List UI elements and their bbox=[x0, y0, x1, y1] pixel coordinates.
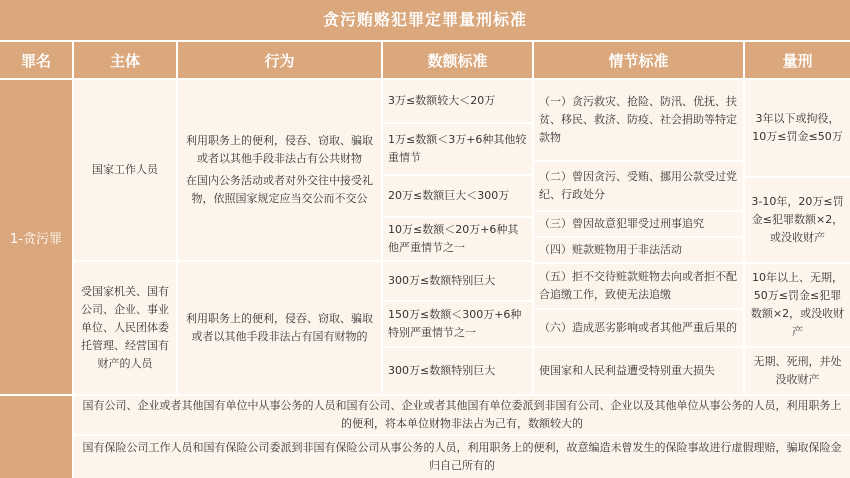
circumstance-cell: （六）造成恶劣影响或者其他严重后果的 bbox=[534, 310, 743, 346]
header-amount: 数额标准 bbox=[383, 42, 532, 78]
behavior-cell: 利用职务上的便利，侵吞、窃取、骗取或者以其他手段非法占有国有财物的 bbox=[178, 262, 381, 394]
amount-cell: 300万≤数额特别巨大 bbox=[383, 262, 532, 300]
amount-cell: 150万≤数额＜300万+6种特别严重情节之一 bbox=[383, 302, 532, 346]
circumstance-cell: （五）拒不交待赃款赃物去向或者拒不配合追缴工作，致使无法追缴 bbox=[534, 264, 743, 308]
circumstance-cell: （三）曾因故意犯罪受过刑事追究 bbox=[534, 212, 743, 236]
circumstance-cell: （二）曾因贪污、受贿、挪用公款受过党纪、行政处分 bbox=[534, 162, 743, 210]
subject-cell: 受国家机关、国有公司、企业、事业单位、人民团体委托管理、经营国有财产的人员 bbox=[74, 262, 176, 394]
header-circumstance: 情节标准 bbox=[534, 42, 743, 78]
amount-cell: 3万≤数额较大＜20万 bbox=[383, 80, 532, 122]
amount-cell: 300万≤数额特别巨大 bbox=[383, 348, 532, 394]
note-row: 国有保险公司工作人员和国有保险公司委派到非国有保险公司从事公务的人员，利用职务上的便利，故意编造未曾发生的保险事故进行虚假理赔，骗取保险金归自己所有的 bbox=[74, 436, 850, 478]
circumstance-cell: 使国家和人民利益遭受特别重大损失 bbox=[534, 348, 743, 394]
note-row: 国有公司、企业或者其他国有单位中从事公务的人员和国有公司、企业或者其他国有单位委派到非国有公司、企业以及其他单位从事公务的人员，利用职务上的便利，将本单位财物非法占为己有，数额较大的 bbox=[74, 396, 850, 434]
penalty-cell: 无期、死刑，并处没收财产 bbox=[745, 348, 850, 394]
subject-cell: 国家工作人员 bbox=[74, 80, 176, 260]
behavior-text: 在国内公务活动或者对外交往中接受礼物，依照国家规定应当交公而不交公 bbox=[186, 174, 373, 205]
penalty-cell: 3-10年，20万≤罚金≤犯罪数额×2，或没收财产 bbox=[745, 178, 850, 262]
header-subject: 主体 bbox=[74, 42, 176, 78]
page-title: 贪污贿赂犯罪定罪量刑标准 bbox=[0, 0, 850, 40]
header-behavior: 行为 bbox=[178, 42, 381, 78]
amount-cell: 1万≤数额＜3万+6种其他较重情节 bbox=[383, 124, 532, 174]
circumstance-cell: （四）赃款赃物用于非法活动 bbox=[534, 238, 743, 262]
behavior-cell bbox=[178, 80, 381, 260]
penalty-cell: 3年以下或拘役，10万≤罚金≤50万 bbox=[745, 80, 850, 176]
crime-name: 1-贪污罪 bbox=[0, 80, 72, 394]
header-crime: 罪名 bbox=[0, 42, 72, 78]
penalty-cell: 10年以上、无期，50万≤罚金≤犯罪数额×2，或没收财产 bbox=[745, 264, 850, 346]
header-penalty: 量刑 bbox=[745, 42, 850, 78]
circumstance-cell: （一）贪污救灾、抢险、防汛、优抚、扶贫、移民、救济、防疫、社会捐助等特定款物 bbox=[534, 80, 743, 160]
amount-cell: 20万≤数额巨大＜300万 bbox=[383, 176, 532, 216]
amount-cell: 10万≤数额＜20万+6种其他严重情节之一 bbox=[383, 218, 532, 260]
behavior-text: 利用职务上的便利，侵吞、窃取、骗取或者以其他手段非法占有公共财物 bbox=[186, 134, 373, 165]
note-side-bar bbox=[0, 396, 72, 478]
